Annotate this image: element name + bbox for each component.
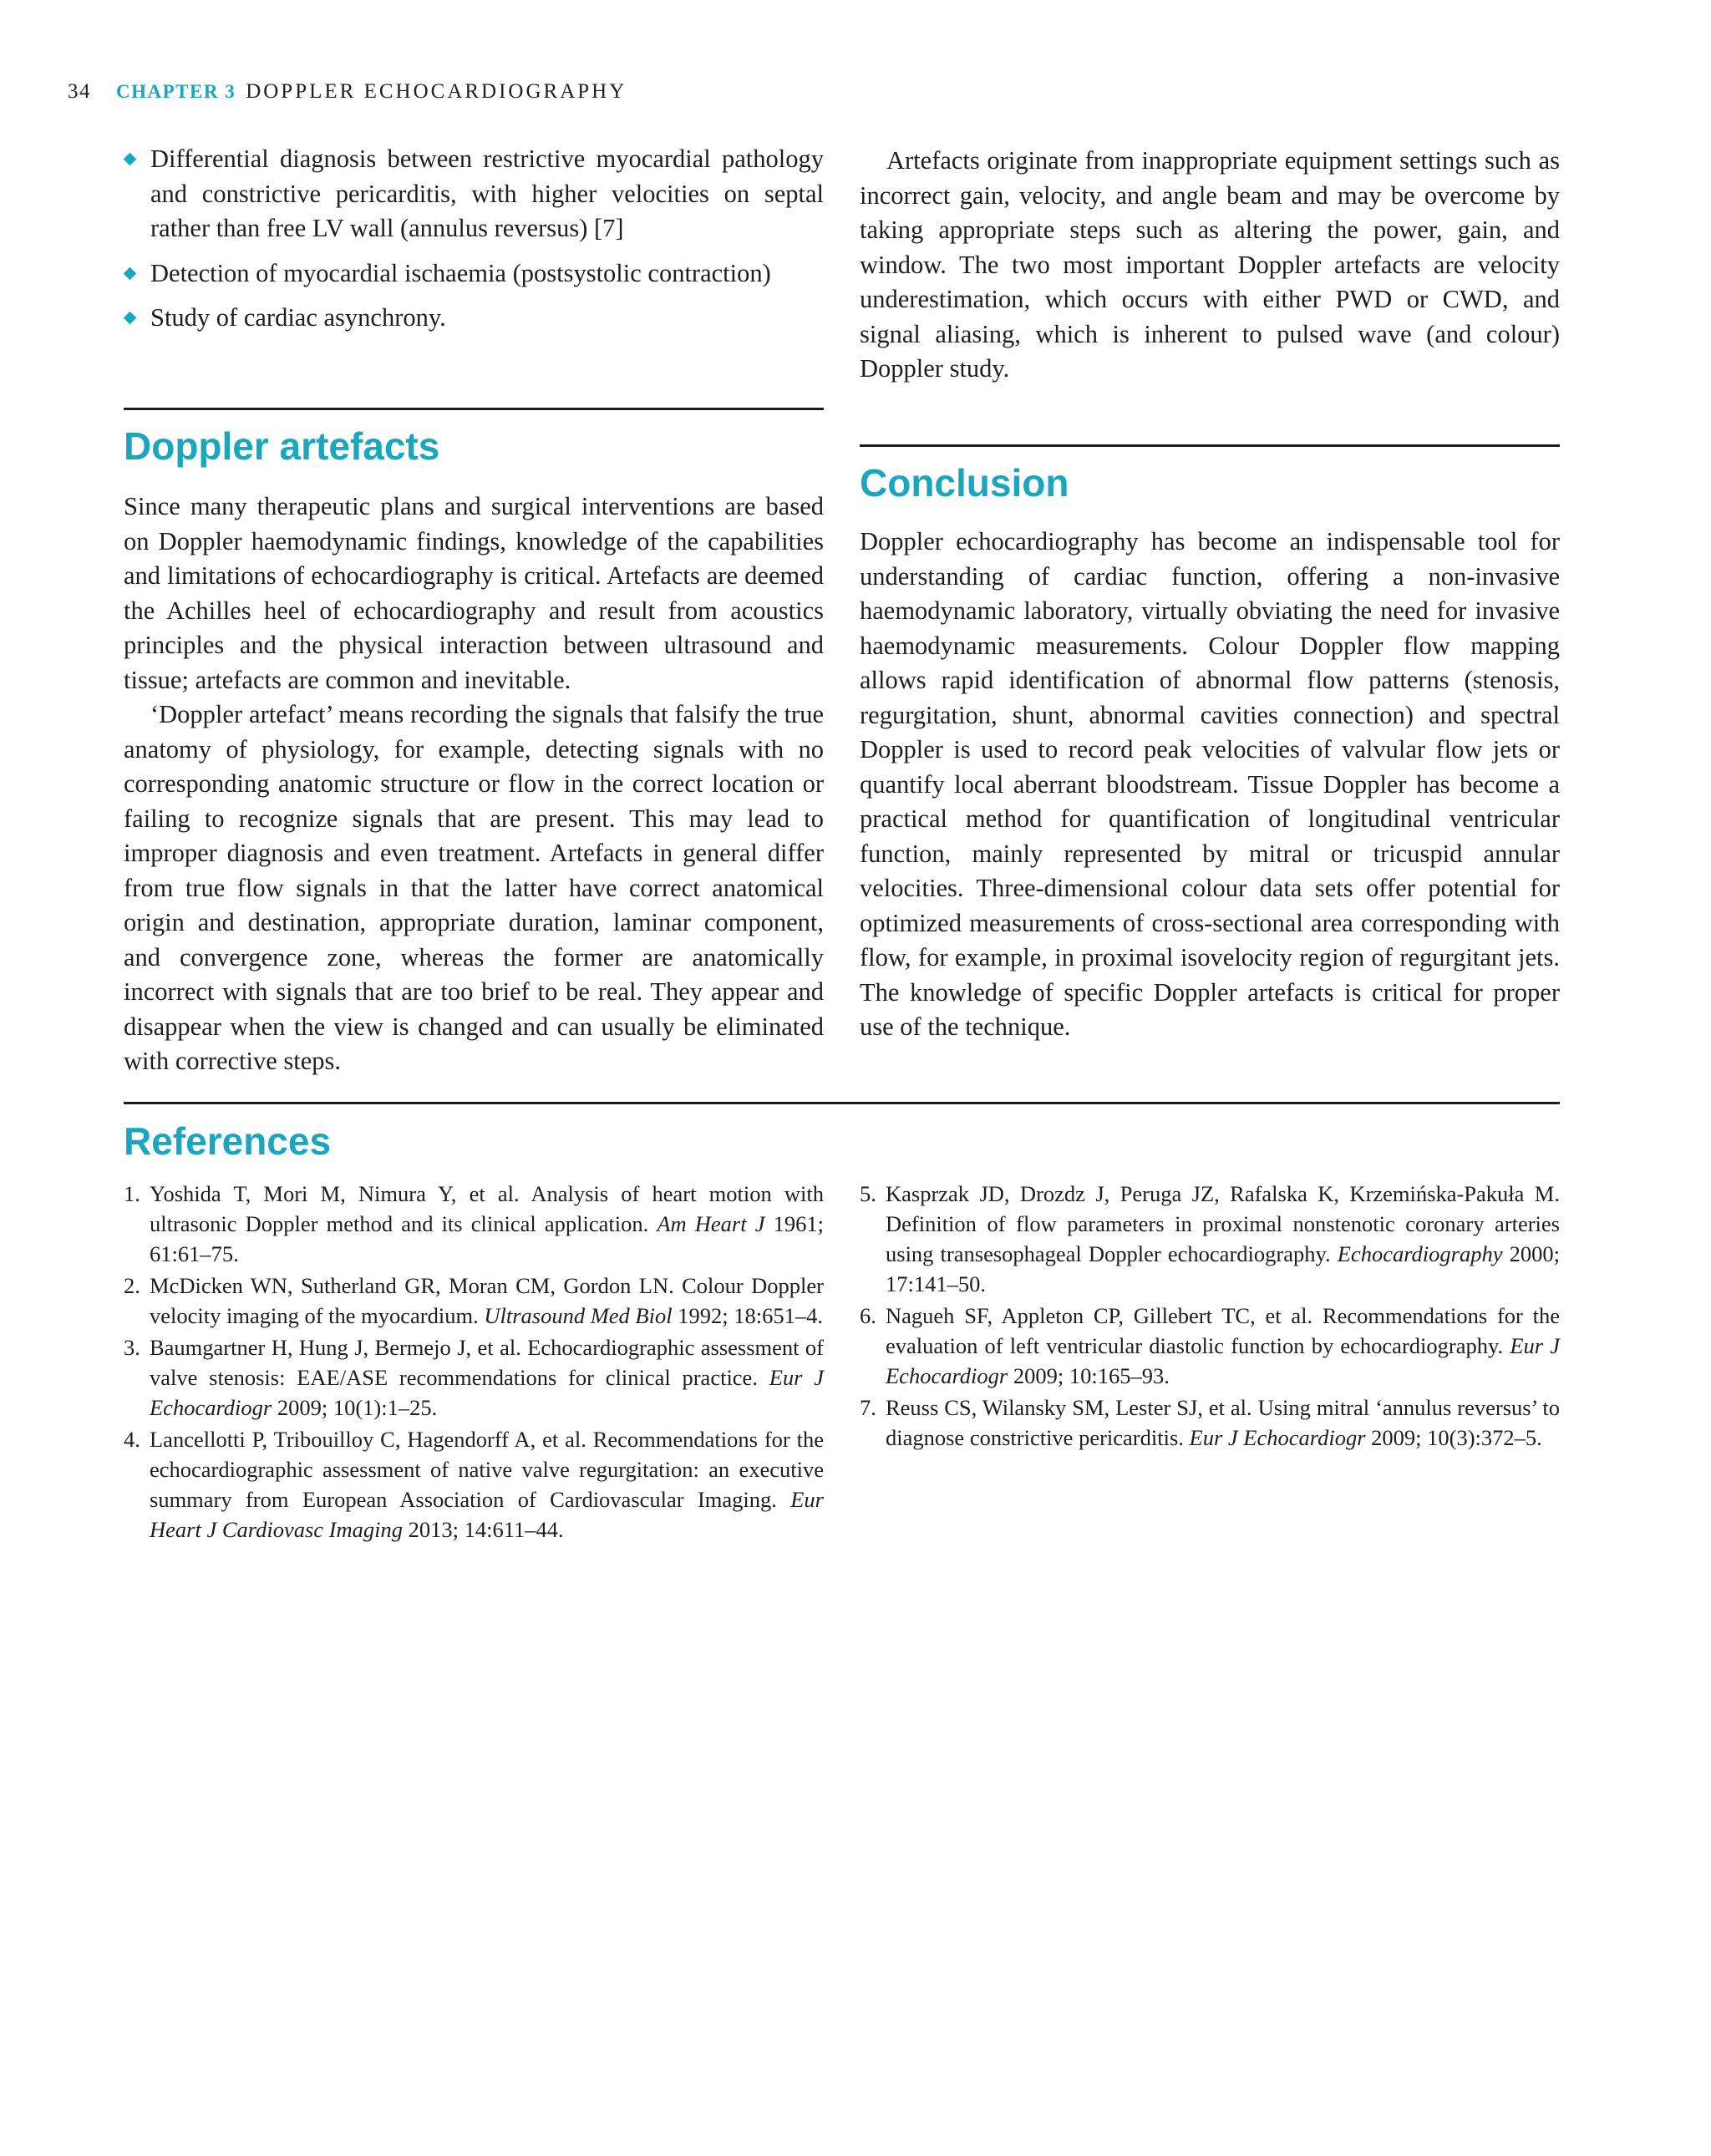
reference-citation: 2009; 10:165–93. — [1008, 1363, 1170, 1388]
bullet-text: Differential diagnosis between restrictive myocardial pathology and constrictive pericarditis, with higher velocities on septal rather than free LV wall (annulus reversus) [7] — [150, 145, 824, 242]
list-item — [124, 142, 824, 246]
reference-list — [124, 1179, 824, 1545]
reference-list — [860, 1179, 1560, 1453]
reference-citation: 2000; 17:141–50. — [886, 1241, 1560, 1296]
reference-citation: 1992; 18:651–4. — [672, 1303, 823, 1328]
reference-journal: Am Heart J — [657, 1211, 765, 1236]
reference-text: Lancellotti P, Tribouilloy C, Hagendorff A, et al. Recommendations for the echocardiographic assessment of native valve regurgitation: an executive summary from European Association of Cardiovascular Imaging. — [150, 1427, 824, 1512]
bullet-list — [124, 142, 824, 336]
reference-text: Yoshida T, Mori M, Nimura Y, et al. Analysis of heart motion with ultrasonic Doppler method and its clinical application. — [150, 1181, 824, 1236]
reference-journal: Eur J Echocardiogr — [886, 1333, 1561, 1388]
reference-citation: 2009; 10(3):372–5. — [1365, 1425, 1542, 1450]
diamond-bullet-icon — [124, 312, 137, 325]
conclusion-paragraph: Doppler echocardiography has become an indispensable tool for understanding of cardiac function, offering a non-invasive haemodynamic laboratory, virtually obviating the need for invasive haemodynamic measurements. Colour Doppler flow mapping allows rapid identification of abnormal flow patterns (stenosis, regurgitation, shunt, abnormal cavities connection) and spectral Doppler is used to record peak velocities of valvular flow jets or quantify local aberrant bloodstream. Tissue Doppler has become a practical method for quantification of longitudinal ventricular function, mainly represented by mitral or tricuspid annular velocities. Three-dimensional colour data sets offer potential for optimized measurements of cross-sectional area corresponding with flow, for example, in proximal isovelocity region of regurgitant jets. The knowledge of specific Doppler artefacts is critical for proper use of the technique. — [860, 527, 1560, 1041]
reference-journal: Echocardiography — [1337, 1241, 1503, 1266]
reference-text: Reuss CS, Wilansky SM, Lester SJ, et al. Using mitral ‘annulus reversus’ to diagnose constrictive pericarditis. — [886, 1395, 1560, 1450]
reference-text: Baumgartner H, Hung J, Bermejo J, et al. Echocardiographic assessment of valve stenosis: EAE/ASE recommendations for clinical practice. — [150, 1335, 824, 1390]
artefacts-paragraph-3: Artefacts originate from inappropriate equipment settings such as incorrect gain, velocity, and angle beam and may be overcome by taking appropriate steps such as altering the power, gain, and window. The two most important Doppler artefacts are velocity underestimation, which occurs with either PWD or CWD, and signal aliasing, which is inherent to pulsed wave (and colour) Doppler study. — [860, 146, 1560, 383]
references-left — [124, 1179, 824, 1546]
heading-conclusion: Conclusion — [860, 461, 1069, 505]
reference-number: 2. — [124, 1273, 140, 1298]
reference-item — [860, 1301, 1560, 1391]
page-number: 34 — [68, 80, 91, 103]
artefacts-body-right — [860, 144, 1560, 387]
reference-citation: 2013; 14:611–44. — [403, 1517, 564, 1542]
artefacts-paragraph-2: ‘Doppler artefact’ means recording the signals that falsify the true anatomy of physiology, for example, detecting signals with no corresponding anatomic structure or flow in the correct location or failing to recognize signals that are present. This may lead to improper diagnosis and even treatment. Artefacts in general differ from true flow signals in that the latter have correct anatomical origin and destination, appropriate duration, laminar component, and convergence zone, whereas the former are anatomically incorrect with signals that are too brief to be real. They appear and disappear when the view is changed and can usually be eliminated with corrective steps. — [124, 700, 824, 1075]
reference-number: 6. — [860, 1303, 876, 1328]
reference-item — [860, 1393, 1560, 1453]
reference-number: 1. — [124, 1181, 140, 1206]
bullet-text: Detection of myocardial ischaemia (postsystolic contraction) — [150, 258, 771, 287]
diamond-bullet-icon — [124, 266, 137, 280]
heading-doppler-artefacts: Doppler artefacts — [124, 424, 440, 468]
chapter-title: DOPPLER ECHOCARDIOGRAPHY — [246, 80, 627, 103]
reference-text: McDicken WN, Sutherland GR, Moran CM, Gordon LN. Colour Doppler velocity imaging of the myocardium. — [150, 1273, 824, 1328]
reference-item — [124, 1424, 824, 1545]
conclusion-body — [860, 525, 1560, 1045]
reference-item — [124, 1179, 824, 1269]
diamond-bullet-icon — [124, 153, 137, 166]
references-right — [860, 1179, 1560, 1454]
running-head — [68, 80, 627, 104]
chapter-label: CHAPTER 3 — [116, 81, 236, 102]
reference-journal: Eur J Echocardiogr — [150, 1365, 824, 1420]
section-rule — [124, 1102, 1560, 1104]
reference-text: Nagueh SF, Appleton CP, Gillebert TC, et al. Recommendations for the evaluation of left ventricular diastolic function by echocardiography. — [886, 1303, 1560, 1358]
reference-item — [124, 1271, 824, 1331]
reference-number: 3. — [124, 1335, 140, 1360]
section-rule — [124, 408, 824, 410]
heading-references: References — [124, 1119, 332, 1163]
reference-number: 5. — [860, 1181, 876, 1206]
reference-citation: 2009; 10(1):1–25. — [272, 1395, 438, 1420]
reference-text: Kasprzak JD, Drozdz J, Peruga JZ, Rafalska K, Krzemińska-Pakuła M. Definition of flow parameters in proximal nonstenotic coronary arteries using transesophageal Doppler echocardiography. — [886, 1181, 1560, 1266]
bullet-text: Study of cardiac asynchrony. — [150, 303, 446, 332]
reference-number: 7. — [860, 1395, 876, 1420]
bullet-list-block — [124, 142, 824, 346]
reference-citation: 1961; 61:61–75. — [150, 1211, 824, 1266]
artefacts-paragraph-1: Since many therapeutic plans and surgical interventions are based on Doppler haemodynamic findings, knowledge of the capabilities and limitations of echocardiography is critical. Artefacts are deemed the Achilles heel of echocardiography and result from acoustics principles and the physical interaction between ultrasound and tissue; artefacts are common and inevitable. — [124, 492, 824, 694]
reference-journal: Eur Heart J Cardiovasc Imaging — [150, 1487, 824, 1542]
reference-number: 4. — [124, 1427, 140, 1452]
artefacts-body-left — [124, 490, 824, 1079]
reference-item — [860, 1179, 1560, 1299]
reference-journal: Ultrasound Med Biol — [484, 1303, 673, 1328]
reference-journal: Eur J Echocardiogr — [1189, 1425, 1366, 1450]
reference-item — [124, 1332, 824, 1423]
list-item — [124, 301, 824, 336]
section-rule — [860, 444, 1560, 447]
list-item — [124, 256, 824, 292]
